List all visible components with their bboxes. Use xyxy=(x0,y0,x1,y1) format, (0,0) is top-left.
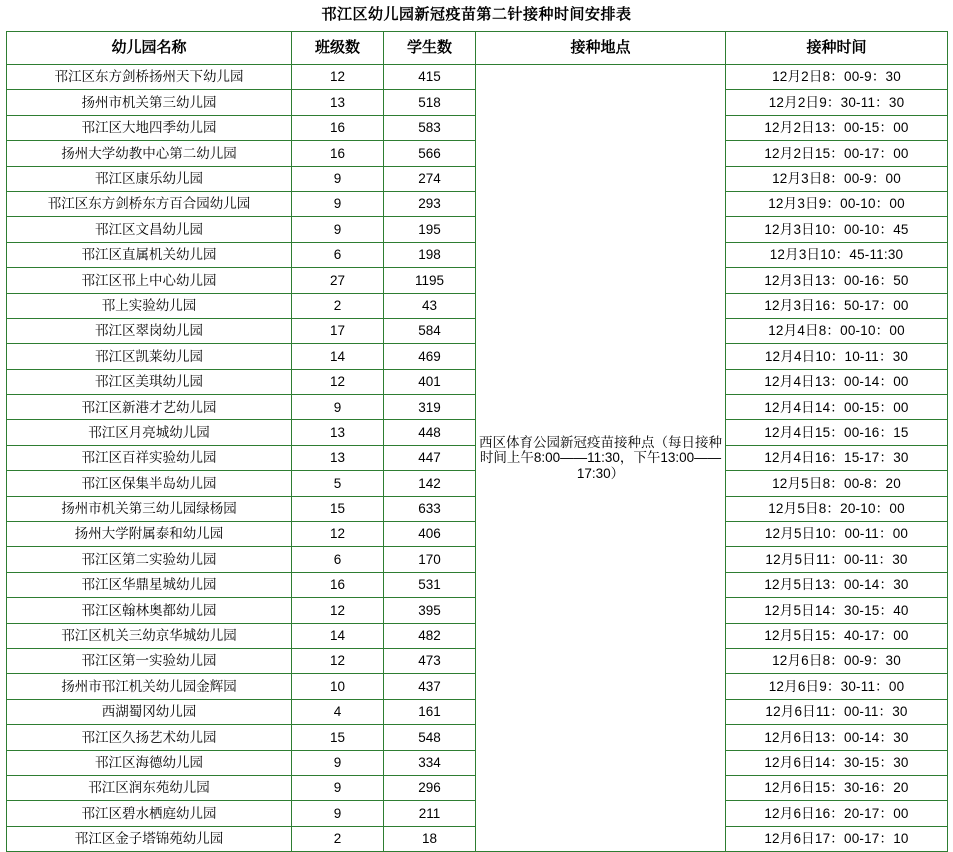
cell-vaccination-time: 12月4日10：10-11：30 xyxy=(726,344,948,369)
table-row xyxy=(7,65,948,90)
cell-student-count: 198 xyxy=(384,242,476,267)
cell-class-count: 14 xyxy=(292,623,384,648)
table-body xyxy=(7,65,948,852)
cell-vaccination-time: 12月5日15：40-17：00 xyxy=(726,623,948,648)
cell-kindergarten-name: 邗江区月亮城幼儿园 xyxy=(7,420,292,445)
cell-vaccination-time: 12月4日13：00-14：00 xyxy=(726,369,948,394)
cell-class-count: 15 xyxy=(292,725,384,750)
cell-kindergarten-name: 扬州大学附属泰和幼儿园 xyxy=(7,522,292,547)
cell-class-count: 9 xyxy=(292,217,384,242)
cell-kindergarten-name: 邗江区久扬艺术幼儿园 xyxy=(7,725,292,750)
cell-vaccination-time: 12月3日16：50-17：00 xyxy=(726,293,948,318)
cell-class-count: 10 xyxy=(292,674,384,699)
cell-vaccination-time: 12月6日15：30-16：20 xyxy=(726,775,948,800)
cell-class-count: 6 xyxy=(292,242,384,267)
cell-student-count: 274 xyxy=(384,166,476,191)
cell-class-count: 9 xyxy=(292,775,384,800)
cell-class-count: 5 xyxy=(292,471,384,496)
cell-class-count: 6 xyxy=(292,547,384,572)
cell-kindergarten-name: 邗江区邗上中心幼儿园 xyxy=(7,268,292,293)
cell-class-count: 13 xyxy=(292,420,384,445)
cell-vaccination-time: 12月6日8：00-9：30 xyxy=(726,648,948,673)
column-header-class-count: 班级数 xyxy=(292,32,384,65)
cell-kindergarten-name: 邗江区康乐幼儿园 xyxy=(7,166,292,191)
cell-vaccination-time: 12月5日10：00-11：00 xyxy=(726,522,948,547)
cell-class-count: 13 xyxy=(292,445,384,470)
cell-class-count: 13 xyxy=(292,90,384,115)
cell-class-count: 9 xyxy=(292,191,384,216)
cell-vaccination-time: 12月2日15：00-17：00 xyxy=(726,141,948,166)
cell-vaccination-time: 12月6日14：30-15：30 xyxy=(726,750,948,775)
cell-kindergarten-name: 邗江区机关三幼京华城幼儿园 xyxy=(7,623,292,648)
cell-student-count: 142 xyxy=(384,471,476,496)
cell-vaccination-time: 12月3日10：00-10：45 xyxy=(726,217,948,242)
cell-class-count: 16 xyxy=(292,141,384,166)
cell-class-count: 12 xyxy=(292,522,384,547)
cell-kindergarten-name: 邗江区翠岗幼儿园 xyxy=(7,318,292,343)
cell-vaccination-time: 12月2日8：00-9：30 xyxy=(726,65,948,90)
cell-kindergarten-name: 邗江区海德幼儿园 xyxy=(7,750,292,775)
cell-vaccination-time: 12月3日9：00-10：00 xyxy=(726,191,948,216)
cell-kindergarten-name: 邗江区大地四季幼儿园 xyxy=(7,115,292,140)
cell-kindergarten-name: 邗江区第二实验幼儿园 xyxy=(7,547,292,572)
cell-student-count: 195 xyxy=(384,217,476,242)
cell-vaccination-place: 西区体育公园新冠疫苗接种点（每日接种时间上午8:00——11:30，下午13:00——17:30） xyxy=(476,65,726,852)
cell-kindergarten-name: 邗江区华鼎星城幼儿园 xyxy=(7,572,292,597)
column-header-student-count: 学生数 xyxy=(384,32,476,65)
cell-vaccination-time: 12月5日11：00-11：30 xyxy=(726,547,948,572)
cell-kindergarten-name: 邗江区新港才艺幼儿园 xyxy=(7,395,292,420)
cell-vaccination-time: 12月5日14：30-15：40 xyxy=(726,598,948,623)
cell-student-count: 1195 xyxy=(384,268,476,293)
cell-vaccination-time: 12月3日8：00-9：00 xyxy=(726,166,948,191)
cell-class-count: 12 xyxy=(292,65,384,90)
cell-class-count: 9 xyxy=(292,395,384,420)
cell-student-count: 437 xyxy=(384,674,476,699)
cell-vaccination-time: 12月2日9：30-11：30 xyxy=(726,90,948,115)
cell-student-count: 447 xyxy=(384,445,476,470)
cell-kindergarten-name: 扬州市邗江机关幼儿园金辉园 xyxy=(7,674,292,699)
cell-class-count: 14 xyxy=(292,344,384,369)
cell-student-count: 548 xyxy=(384,725,476,750)
cell-kindergarten-name: 扬州大学幼教中心第二幼儿园 xyxy=(7,141,292,166)
cell-student-count: 395 xyxy=(384,598,476,623)
cell-class-count: 12 xyxy=(292,598,384,623)
cell-class-count: 9 xyxy=(292,166,384,191)
table-header-row xyxy=(7,32,948,65)
cell-student-count: 406 xyxy=(384,522,476,547)
cell-student-count: 415 xyxy=(384,65,476,90)
cell-kindergarten-name: 邗江区翰林奥都幼儿园 xyxy=(7,598,292,623)
cell-class-count: 9 xyxy=(292,801,384,826)
cell-kindergarten-name: 邗江区美琪幼儿园 xyxy=(7,369,292,394)
cell-student-count: 43 xyxy=(384,293,476,318)
cell-class-count: 9 xyxy=(292,750,384,775)
cell-vaccination-time: 12月3日13：00-16：50 xyxy=(726,268,948,293)
cell-student-count: 531 xyxy=(384,572,476,597)
cell-kindergarten-name: 邗江区碧水栖庭幼儿园 xyxy=(7,801,292,826)
cell-vaccination-time: 12月4日16：15-17：30 xyxy=(726,445,948,470)
cell-class-count: 27 xyxy=(292,268,384,293)
cell-kindergarten-name: 邗江区凯莱幼儿园 xyxy=(7,344,292,369)
cell-vaccination-time: 12月6日9：30-11：00 xyxy=(726,674,948,699)
cell-vaccination-time: 12月2日13：00-15：00 xyxy=(726,115,948,140)
cell-kindergarten-name: 西湖蜀冈幼儿园 xyxy=(7,699,292,724)
cell-kindergarten-name: 邗江区第一实验幼儿园 xyxy=(7,648,292,673)
cell-vaccination-time: 12月5日8：00-8：20 xyxy=(726,471,948,496)
cell-student-count: 473 xyxy=(384,648,476,673)
cell-class-count: 2 xyxy=(292,826,384,851)
cell-student-count: 211 xyxy=(384,801,476,826)
cell-student-count: 401 xyxy=(384,369,476,394)
cell-vaccination-time: 12月6日13：00-14：30 xyxy=(726,725,948,750)
cell-student-count: 469 xyxy=(384,344,476,369)
cell-class-count: 16 xyxy=(292,115,384,140)
cell-kindergarten-name: 邗江区金子塔锦苑幼儿园 xyxy=(7,826,292,851)
cell-vaccination-time: 12月6日17：00-17：10 xyxy=(726,826,948,851)
cell-vaccination-time: 12月6日11：00-11：30 xyxy=(726,699,948,724)
cell-kindergarten-name: 邗江区直属机关幼儿园 xyxy=(7,242,292,267)
cell-vaccination-time: 12月4日8：00-10：00 xyxy=(726,318,948,343)
cell-kindergarten-name: 扬州市机关第三幼儿园 xyxy=(7,90,292,115)
cell-student-count: 18 xyxy=(384,826,476,851)
cell-vaccination-time: 12月5日8：20-10：00 xyxy=(726,496,948,521)
cell-vaccination-time: 12月4日14：00-15：00 xyxy=(726,395,948,420)
cell-class-count: 17 xyxy=(292,318,384,343)
cell-kindergarten-name: 扬州市机关第三幼儿园绿杨园 xyxy=(7,496,292,521)
cell-class-count: 15 xyxy=(292,496,384,521)
cell-kindergarten-name: 邗江区东方剑桥扬州天下幼儿园 xyxy=(7,65,292,90)
cell-student-count: 566 xyxy=(384,141,476,166)
cell-kindergarten-name: 邗江区润东苑幼儿园 xyxy=(7,775,292,800)
cell-student-count: 293 xyxy=(384,191,476,216)
cell-kindergarten-name: 邗江区文昌幼儿园 xyxy=(7,217,292,242)
cell-student-count: 583 xyxy=(384,115,476,140)
cell-student-count: 296 xyxy=(384,775,476,800)
column-header-kindergarten-name: 幼儿园名称 xyxy=(7,32,292,65)
cell-student-count: 584 xyxy=(384,318,476,343)
cell-class-count: 4 xyxy=(292,699,384,724)
cell-vaccination-time: 12月4日15：00-16：15 xyxy=(726,420,948,445)
cell-kindergarten-name: 邗江区东方剑桥东方百合园幼儿园 xyxy=(7,191,292,216)
cell-class-count: 12 xyxy=(292,369,384,394)
column-header-vaccination-place: 接种地点 xyxy=(476,32,726,65)
cell-student-count: 170 xyxy=(384,547,476,572)
page-title: 邗江区幼儿园新冠疫苗第二针接种时间安排表 xyxy=(321,6,632,23)
cell-student-count: 633 xyxy=(384,496,476,521)
cell-vaccination-time: 12月3日10：45-11:30 xyxy=(726,242,948,267)
cell-class-count: 16 xyxy=(292,572,384,597)
cell-kindergarten-name: 邗江区保集半岛幼儿园 xyxy=(7,471,292,496)
column-header-vaccination-time: 接种时间 xyxy=(726,32,948,65)
cell-kindergarten-name: 邗上实验幼儿园 xyxy=(7,293,292,318)
cell-vaccination-time: 12月5日13：00-14：30 xyxy=(726,572,948,597)
cell-student-count: 334 xyxy=(384,750,476,775)
cell-student-count: 448 xyxy=(384,420,476,445)
cell-student-count: 161 xyxy=(384,699,476,724)
cell-class-count: 2 xyxy=(292,293,384,318)
cell-student-count: 482 xyxy=(384,623,476,648)
cell-student-count: 518 xyxy=(384,90,476,115)
cell-class-count: 12 xyxy=(292,648,384,673)
cell-student-count: 319 xyxy=(384,395,476,420)
vaccination-schedule-table xyxy=(6,31,948,852)
cell-vaccination-time: 12月6日16：20-17：00 xyxy=(726,801,948,826)
cell-kindergarten-name: 邗江区百祥实验幼儿园 xyxy=(7,445,292,470)
